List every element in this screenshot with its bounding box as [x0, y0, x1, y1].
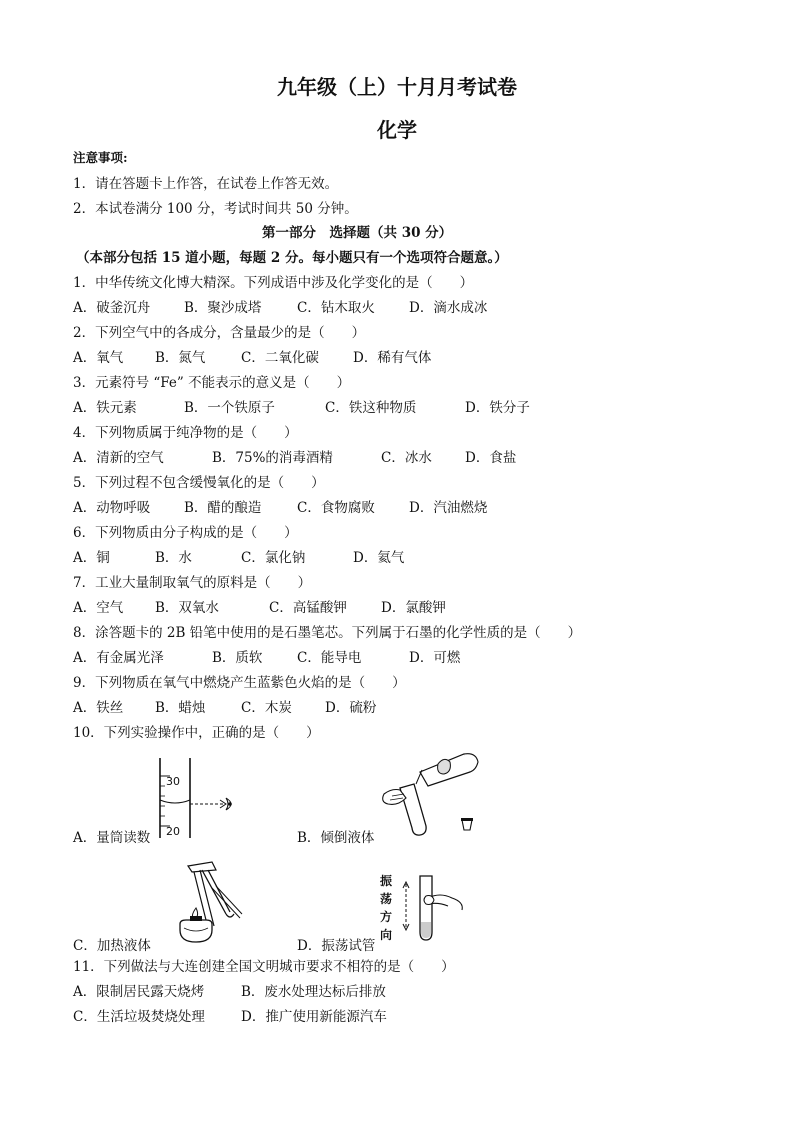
option-a: A．动物呼吸	[73, 500, 151, 516]
option-a: A．氧气	[73, 350, 124, 366]
question-stem: 8．涂答题卡的 2B 铅笔中使用的是石墨笔芯。下列属于石墨的化学性质的是（ ）	[73, 625, 582, 641]
option-a: A．破釜沉舟	[73, 300, 151, 316]
option-a: A．铁丝	[73, 700, 124, 716]
option-d: D．推广使用新能源汽车	[241, 1009, 387, 1025]
question-stem: 10．下列实验操作中，正确的是（ ）	[73, 725, 320, 741]
shake-direction-char-3: 方	[380, 910, 393, 924]
question-stem: 7．工业大量制取氧气的原料是（ ）	[73, 575, 312, 591]
option-d: D．氦气	[353, 550, 405, 566]
option-b: B．废水处理达标后排放	[241, 984, 386, 1000]
option-b: B．水	[155, 550, 192, 566]
question-stem: 11．下列做法与大连创建全国文明城市要求不相符的是（ ）	[73, 959, 455, 975]
option-a: A．铁元素	[73, 400, 137, 416]
section-instruction: （本部分包括 15 道小题，每题 2 分。每小题只有一个选项符合题意。）	[76, 250, 508, 266]
figure-label-a: A．量筒读数	[73, 830, 151, 846]
option-d: D．滴水成冰	[409, 300, 488, 316]
tick-label-20: 20	[166, 825, 180, 838]
question-stem: 1．中华传统文化博大精深。下列成语中涉及化学变化的是（ ）	[73, 275, 474, 291]
option-c: C．冰水	[381, 450, 432, 466]
option-c: C．食物腐败	[297, 500, 375, 516]
option-b: B．醋的酿造	[184, 500, 262, 516]
figure-label-d: D．振荡试管	[297, 938, 376, 954]
section-title: 第一部分 选择题（共 30 分）	[262, 225, 453, 241]
option-b: B．聚沙成塔	[184, 300, 262, 316]
tick-label-30: 30	[166, 775, 180, 788]
option-b: B．双氧水	[155, 600, 219, 616]
option-d: D．铁分子	[465, 400, 530, 416]
option-c: C．二氧化碳	[241, 350, 319, 366]
option-a: A．限制居民露天烧烤	[73, 984, 205, 1000]
option-c: C．生活垃圾焚烧处理	[73, 1009, 205, 1025]
option-d: D．硫粉	[325, 700, 377, 716]
option-c: C．高锰酸钾	[269, 600, 347, 616]
option-b: B．蜡烛	[155, 700, 206, 716]
page-title: 九年级（上）十月月考试卷	[277, 75, 517, 99]
option-d: D．汽油燃烧	[409, 500, 488, 516]
option-c: C．氯化钠	[241, 550, 306, 566]
option-a: A．铜	[73, 550, 110, 566]
note-item: 2．本试卷满分 100 分，考试时间共 50 分钟。	[73, 201, 358, 217]
figure-label-b: B．倾倒液体	[297, 830, 375, 846]
option-c: C．钻木取火	[297, 300, 375, 316]
option-c: C．能导电	[297, 650, 362, 666]
option-d: D．可燃	[409, 650, 461, 666]
pouring-liquid-figure	[378, 748, 488, 838]
option-c: C．木炭	[241, 700, 292, 716]
question-stem: 3．元素符号 “Fe” 不能表示的意义是（ ）	[73, 375, 351, 391]
option-d: D．稀有气体	[353, 350, 432, 366]
option-a: A．空气	[73, 600, 124, 616]
subject-title: 化学	[377, 118, 417, 142]
option-c: C．铁这种物质	[325, 400, 417, 416]
question-stem: 9．下列物质在氧气中燃烧产生蓝紫色火焰的是（ ）	[73, 675, 406, 691]
option-a: A．清新的空气	[73, 450, 164, 466]
shaking-test-tube-figure	[378, 872, 478, 948]
notes-heading: 注意事项:	[73, 150, 128, 165]
heating-liquid-figure	[150, 858, 250, 948]
shake-direction-char-1: 振	[380, 874, 393, 888]
option-d: D．食盐	[465, 450, 517, 466]
option-b: B．氮气	[155, 350, 206, 366]
option-b: B．75%的消毒酒精	[212, 450, 333, 466]
note-item: 1．请在答题卡上作答，在试卷上作答无效。	[73, 176, 339, 192]
figure-label-c: C．加热液体	[73, 938, 151, 954]
option-b: B．一个铁原子	[184, 400, 275, 416]
shake-direction-char-2: 荡	[380, 892, 393, 906]
option-d: D．氯酸钾	[381, 600, 446, 616]
shake-direction-char-4: 向	[380, 928, 393, 942]
option-b: B．质软	[212, 650, 263, 666]
option-a: A．有金属光泽	[73, 650, 164, 666]
graduated-cylinder-figure	[150, 754, 250, 840]
question-stem: 2．下列空气中的各成分，含量最少的是（ ）	[73, 325, 366, 341]
question-stem: 4．下列物质属于纯净物的是（ ）	[73, 425, 298, 441]
question-stem: 6．下列物质由分子构成的是（ ）	[73, 525, 298, 541]
question-stem: 5．下列过程不包含缓慢氧化的是（ ）	[73, 475, 325, 491]
